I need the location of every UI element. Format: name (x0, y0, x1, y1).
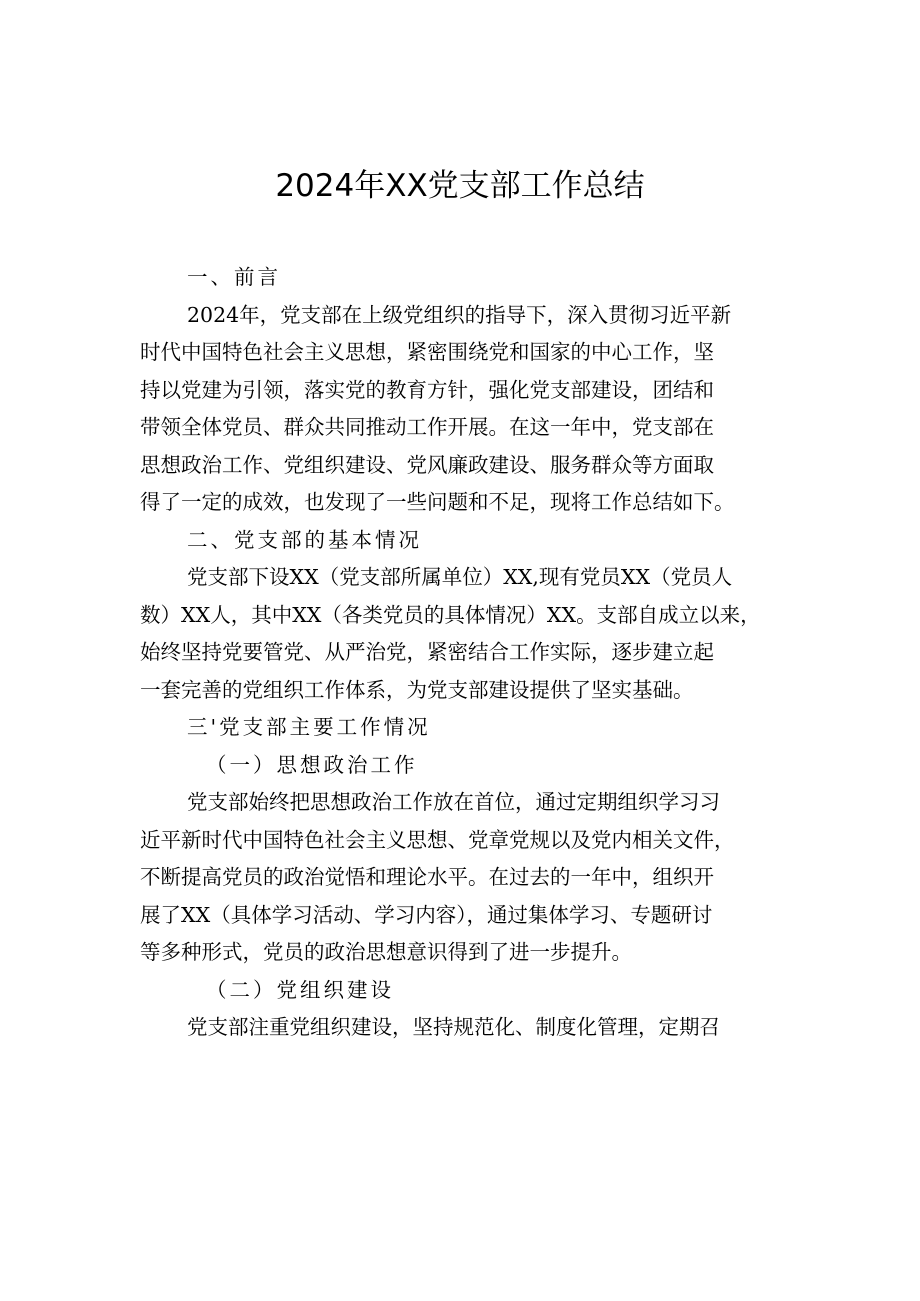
paragraph-line: 不断提高党员的政治觉悟和理论水平。在过去的一年中，组织开 (140, 865, 714, 889)
paragraph-line: 思想政治工作、党组织建设、党风廉政建设、服务群众等方面取 (140, 452, 714, 477)
subsection-heading-organization: （二）党组织建设 (206, 977, 394, 1002)
subsection-heading-ideology: （一）思想政治工作 (206, 752, 418, 777)
paragraph-line: 等多种形式，党员的政治思想意识得到了进一步提升。 (140, 940, 632, 964)
paragraph-line: 数）XX人，其中XX（各类党员的具体情况）XX。支部自成立以来， (140, 602, 761, 627)
paragraph-line: 一套完善的党组织工作体系，为党支部建设提供了坚实基础。 (140, 677, 694, 702)
paragraph-line: 党支部始终把思想政治工作放在首位，通过定期组织学习习 (187, 790, 720, 814)
paragraph-line: 近平新时代中国特色社会主义思想、党章党规以及党内相关文件， (140, 827, 735, 852)
paragraph-line: 持以党建为引领，落实党的教育方针，强化党支部建设，团结和 (140, 377, 714, 402)
paragraph-line: 党支部下设XX（党支部所属单位）XX,现有党员XX（党员人 (187, 565, 733, 589)
paragraph-line: 党支部注重党组织建设，坚持规范化、制度化管理，定期召 (187, 1015, 720, 1039)
section-heading-main-work: 三'党支部主要工作情况 (187, 715, 431, 739)
section-heading-basic-info: 二、党支部的基本情况 (187, 527, 422, 552)
paragraph-line: 带领全体党员、群众共同推动工作开展。在这一年中，党支部在 (140, 415, 714, 439)
paragraph-line: 2024年，党支部在上级党组织的指导下，深入贯彻习近平新 (187, 302, 732, 327)
paragraph-line: 时代中国特色社会主义思想，紧密围绕党和国家的中心工作，坚 (140, 340, 714, 364)
paragraph-line: 得了一定的成效，也发现了一些问题和不足，现将工作总结如下。 (140, 490, 735, 514)
document-title: 2024年XX党支部工作总结 (275, 168, 645, 204)
section-heading-preface: 一、前言 (187, 265, 281, 289)
paragraph-line: 展了XX（具体学习活动、学习内容），通过集体学习、专题研讨 (140, 902, 713, 927)
document-body (140, 259, 790, 1047)
paragraph-line: 始终坚持党要管党、从严治党，紧密结合工作实际，逐步建立起 (140, 640, 714, 664)
